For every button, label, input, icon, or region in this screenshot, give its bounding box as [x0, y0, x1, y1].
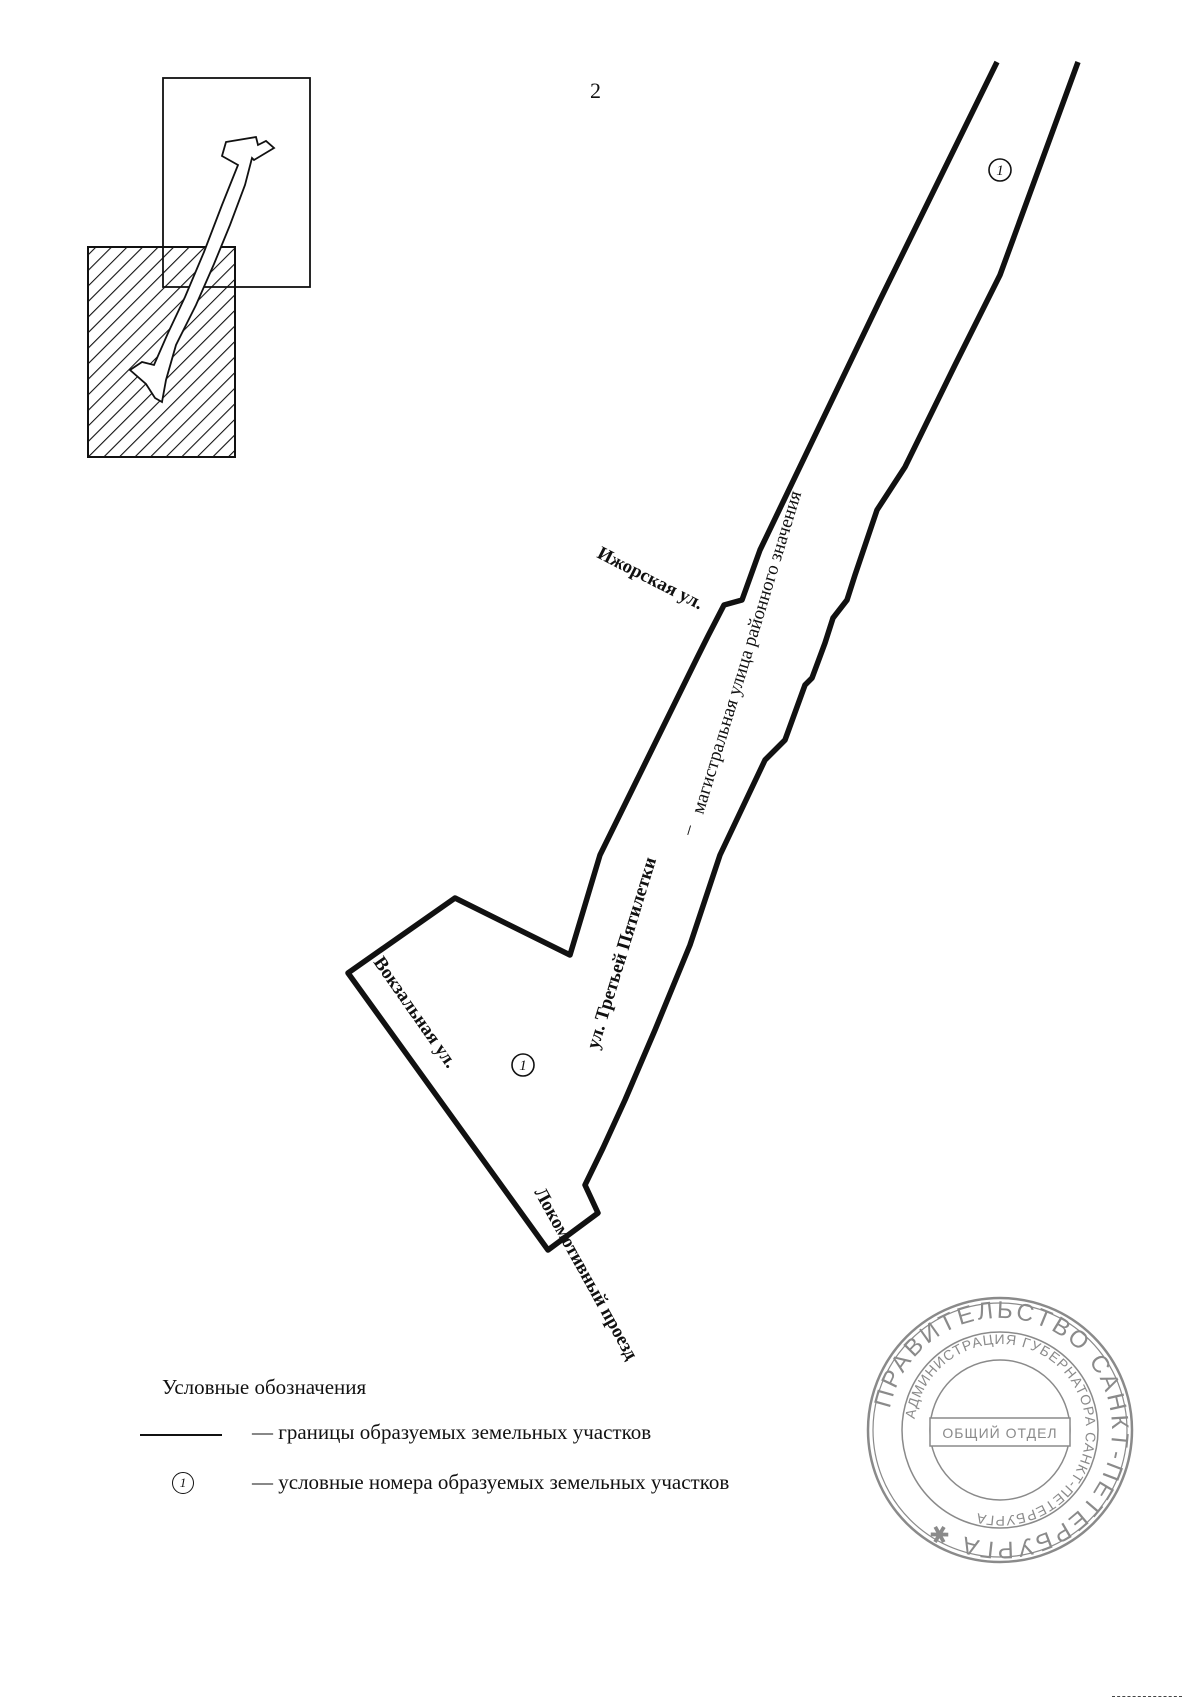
- inset-overview-map: [88, 78, 310, 457]
- parcel-number-marker: [512, 1054, 534, 1076]
- parcel-boundaries: [348, 62, 1078, 1250]
- street-label-main-street-category: магистральная улица районного значения: [687, 488, 807, 817]
- parcel-number-label: 1: [519, 1058, 527, 1074]
- svg-text:ОБЩИЙ ОТДЕЛ: ОБЩИЙ ОТДЕЛ: [942, 1425, 1058, 1441]
- street-west-boundary: [348, 62, 1078, 1250]
- street-label-main-street: ул. Третьей Пятилетки: [582, 854, 662, 1052]
- legend-item-text: — условные номера образуемых земельных участков: [252, 1470, 730, 1494]
- corner-crop-mark: [1112, 1696, 1182, 1699]
- svg-text:ПРАВИТЕЛЬСТВО САНКТ-ПЕТЕРБУРГА: ПРАВИТЕЛЬСТВО САНКТ-ПЕТЕРБУРГА ✱: [869, 1296, 1134, 1564]
- official-stamp: [868, 1297, 1133, 1564]
- parcel-number-label: 1: [996, 163, 1004, 179]
- street-label-lokomotivny: Локомотивный проезд: [529, 1184, 642, 1364]
- legend-item-text: — границы образуемых земельных участков: [252, 1420, 652, 1444]
- parcel-number-marker: [989, 159, 1011, 181]
- page-number: 2: [590, 78, 601, 103]
- street-label-main-street-dash: –: [676, 822, 700, 838]
- svg-text:АДМИНИСТРАЦИЯ ГУБЕРНАТОРА САНК: АДМИНИСТРАЦИЯ ГУБЕРНАТОРА САНКТ-ПЕТЕРБУРГА: [901, 1330, 1100, 1530]
- legend-title: Условные обозначения: [162, 1375, 367, 1399]
- street-label-vokzalnaya: Вокзальная ул.: [368, 952, 462, 1073]
- street-label-izhorskaya: Ижорская ул.: [593, 542, 707, 615]
- legend-circle-symbol: 1: [172, 1472, 194, 1494]
- legend-line-symbol: [140, 1434, 222, 1436]
